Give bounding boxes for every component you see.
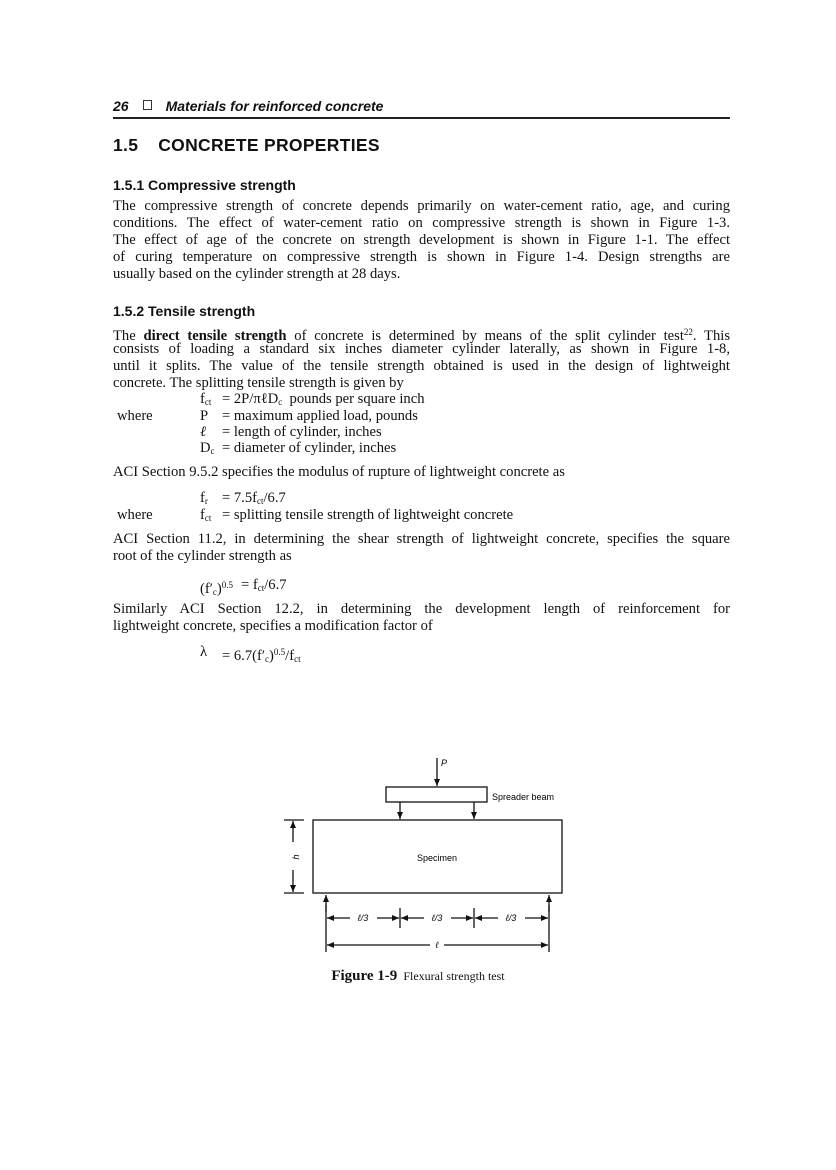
paragraph-line: The effect of age of the concrete on strength development is shown in Figure 1-1. The effect — [113, 232, 730, 248]
chapter-title: Materials for reinforced concrete — [165, 98, 384, 114]
span-label: ℓ — [435, 940, 439, 950]
eq-definition: = length of cylinder, inches — [222, 424, 382, 440]
paragraph-line: of curing temperature on compressive strength is shown in Figure 1-4. Design strengths are — [113, 249, 730, 265]
paragraph-line: root of the cylinder strength as — [113, 548, 292, 564]
eq-definition: = $f_{ct}/6.7$ — [241, 577, 287, 593]
paragraph-line: consists of loading a standard six inches diameter cylinder laterally, as shown in Figure 1-8, — [113, 341, 730, 357]
eq-symbol: $D_c$ — [200, 440, 215, 456]
eq-definition: = $7.5f_{ct}/6.7$ — [222, 490, 286, 506]
figure-number: Figure 1-9 — [331, 968, 398, 984]
specimen-label: Specimen — [416, 853, 458, 863]
spreader-beam-label: Spreader beam — [492, 792, 555, 802]
eq-symbol: $f_{ct}$ — [200, 391, 212, 407]
paragraph-line: conditions. The effect of water-cement ratio on compressive strength is shown in Figure 1-3. — [113, 215, 730, 231]
subsection-heading-tensile: 1.5.2 Tensile strength — [113, 303, 256, 319]
third-span-label: ℓ/3 — [357, 913, 369, 923]
reference-number: 22 — [683, 327, 693, 337]
paragraph-line: ACI Section 9.5.2 specifies the modulus of rupture of lightweight concrete as — [113, 464, 565, 480]
eq-symbol: P — [200, 408, 209, 424]
eq-definition: = 2P/πℓD$_c$ pounds per square inch — [222, 391, 425, 407]
text: of concrete is determined by means of the split cylinder test — [286, 328, 684, 344]
text: The — [113, 328, 144, 344]
section-title: CONCRETE PROPERTIES — [158, 135, 380, 155]
where-label: where — [117, 507, 153, 523]
third-span-label: ℓ/3 — [505, 913, 517, 923]
eq-definition: = maximum applied load, pounds — [222, 408, 418, 424]
load-label: P — [441, 758, 448, 768]
page-number: 26 — [113, 98, 129, 114]
eq-symbol: ℓ — [200, 424, 207, 440]
eq-symbol: $f_{ct}$ — [200, 507, 212, 523]
paragraph-line: until it splits. The value of the tensile strength obtained is used in the design of lightweight — [113, 358, 730, 374]
eq-definition: = splitting tensile strength of lightweight concrete — [222, 507, 514, 523]
paragraph-line: Similarly ACI Section 12.2, in determining the development length of reinforcement for — [113, 601, 730, 617]
eq-symbol: $f_r$ — [200, 490, 208, 506]
bold-term: direct tensile strength — [143, 328, 287, 344]
where-label: where — [117, 408, 153, 424]
spreader-beam — [386, 787, 487, 802]
eq-symbol: λ — [200, 644, 208, 660]
eq-definition: = $6.7(f'_c)^{0.5}/f_{ct}$ — [222, 647, 301, 664]
eq-definition: = diameter of cylinder, inches — [222, 440, 397, 456]
paragraph-line: ACI Section 11.2, in determining the shear strength of lightweight concrete, specifies the square — [113, 531, 730, 547]
paragraph-line: usually based on the cylinder strength at 28 days. — [113, 266, 401, 282]
paragraph-line: concrete. The splitting tensile strength is given by — [113, 375, 404, 391]
figure-title: Flexural strength test — [403, 969, 505, 983]
section-number: 1.5 — [113, 135, 139, 155]
eq-lhs: $(f'_c)^{0.5}$ — [200, 580, 234, 597]
paragraph-line: The compressive strength of concrete depends primarily on water-cement ratio, age, and curing — [113, 198, 730, 214]
paragraph-line: lightweight concrete, specifies a modification factor of — [113, 618, 433, 634]
text: . This — [692, 328, 730, 344]
figure-caption — [0, 968, 836, 985]
third-span-label: ℓ/3 — [431, 913, 443, 923]
subsection-heading-compressive: 1.5.1 Compressive strength — [113, 177, 296, 193]
height-label: h — [291, 854, 301, 860]
